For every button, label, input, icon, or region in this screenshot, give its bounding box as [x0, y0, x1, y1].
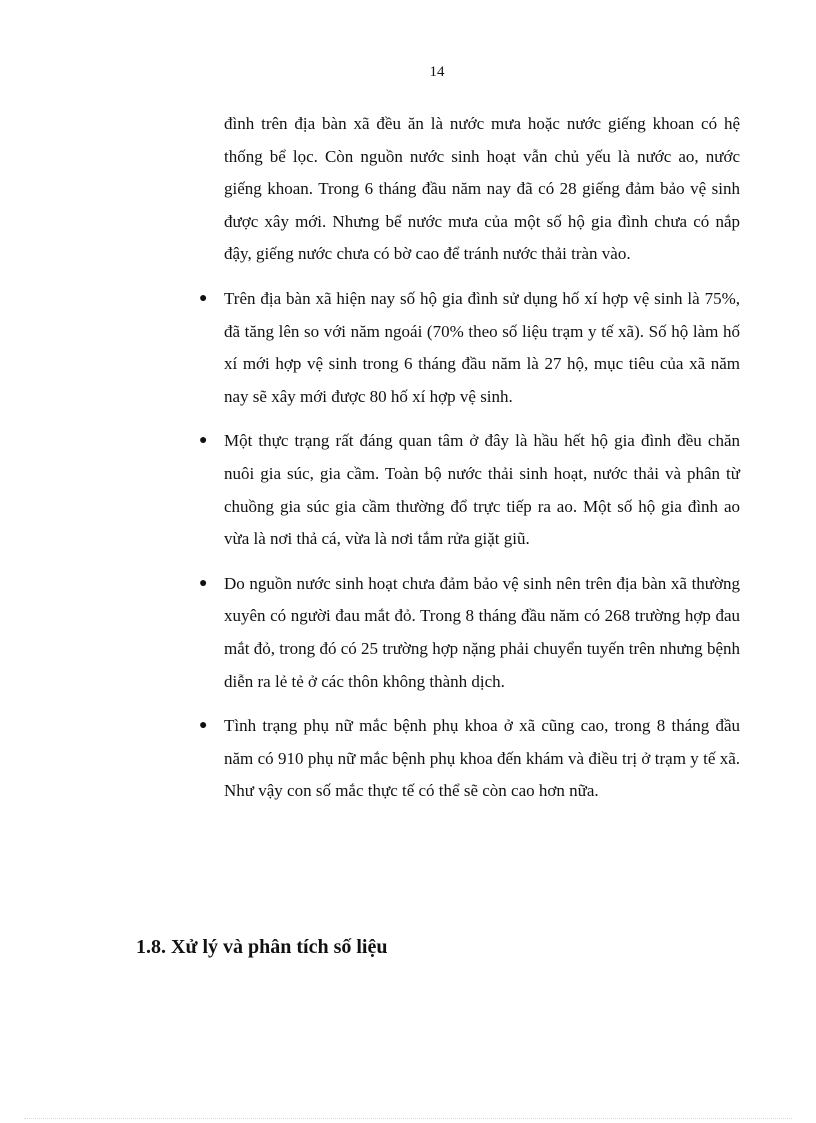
- list-item: [199, 283, 740, 413]
- list-item-text: Trên địa bàn xã hiện nay số hộ gia đình sử dụng hố xí hợp vệ sinh là 75%, đã tăng lên so với năm ngoái (70% theo số liệu trạm y tế xã). Số hộ làm hố xí mới hợp vệ sinh trong 6 tháng đầu năm là 27 hộ, mục tiêu của xã năm nay sẽ xây mới được 80 hố xí hợp vệ sinh.: [224, 288, 740, 406]
- bullet-list: [199, 283, 740, 808]
- list-item-text: Tình trạng phụ nữ mắc bệnh phụ khoa ở xã cũng cao, trong 8 tháng đầu năm có 910 phụ nữ mắc bệnh phụ khoa đến khám và điều trị ở trạm y tế xã. Như vậy con số mắc thực tế có thể sẽ còn cao hơn nữa.: [224, 716, 740, 801]
- section-heading: 1.8. Xử lý và phân tích số liệu: [136, 936, 388, 958]
- page-bottom-divider: [24, 1118, 792, 1119]
- list-item-text: Do nguồn nước sinh hoạt chưa đảm bảo vệ sinh nên trên địa bàn xã thường xuyên có người đau mắt đỏ. Trong 8 tháng đầu năm có 268 trường hợp đau mắt đỏ, trong đó có 25 trường hợp nặng phải chuyển tuyến trên nhưng bệnh diễn ra lẻ tẻ ở các thôn không thành dịch.: [224, 573, 740, 691]
- bullet-icon: ●: [199, 575, 208, 591]
- list-item: [199, 710, 740, 808]
- intro-paragraph: đình trên địa bàn xã đều ăn là nước mưa hoặc nước giếng khoan có hệ thống bể lọc. Còn nguồn nước sinh hoạt vẫn chủ yếu là nước ao, nước giếng khoan. Trong 6 tháng đầu năm nay đã có 28 giếng đảm bảo vệ sinh được xây mới. Nhưng bể nước mưa của một số hộ gia đình chưa có nắp đậy, giếng nước chưa có bờ cao để tránh nước thải tràn vào.: [224, 114, 740, 264]
- bullet-icon: ●: [199, 718, 208, 734]
- bullet-icon: ●: [199, 290, 208, 306]
- document-body: [199, 108, 740, 808]
- page-number: 14: [429, 64, 445, 80]
- list-item: [199, 425, 740, 555]
- list-item-text: Một thực trạng rất đáng quan tâm ở đây là hầu hết hộ gia đình đều chăn nuôi gia súc, gia cầm. Toàn bộ nước thải sinh hoạt, nước thải và phân từ chuồng gia súc gia cầm thường đổ trực tiếp ra ao. Một số hộ gia đình ao vừa là nơi thả cá, vừa là nơi tắm rửa giặt giũ.: [224, 431, 740, 549]
- list-item: [199, 568, 740, 698]
- bullet-icon: ●: [199, 433, 208, 449]
